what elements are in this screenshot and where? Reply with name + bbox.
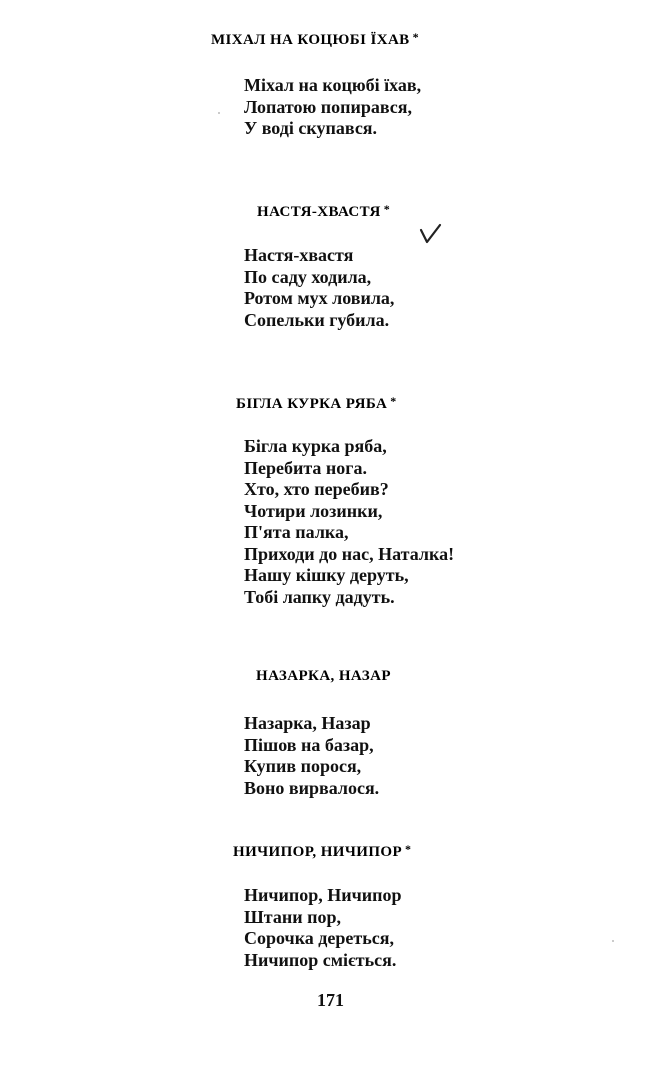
poem-title-text: НИЧИПОР, НИЧИПОР [233,844,403,860]
poem-body [244,713,379,799]
poem-line: У воді скупався. [244,118,378,138]
poem-body [244,436,454,608]
poem-line: Лопатою попирався, [244,96,413,117]
poem-title-text: НАЗАРКА, НАЗАР [256,668,391,684]
scan-speck [218,112,220,114]
footnote-star: * [390,394,397,408]
poem-line: Ничипор, Ничипор [244,885,402,905]
footnote-star: * [412,30,419,44]
poem-line: Перебита нога. [244,457,367,478]
poem-line: Хто, хто перебив? [244,479,389,499]
poem-line: Воно вирвалося. [244,777,380,798]
footnote-star: * [383,202,391,216]
checkmark-icon [418,222,444,246]
poem-title [257,202,390,221]
scan-speck [612,940,614,942]
poem-line: Міхал на коцюбі їхав, [244,75,422,95]
poem-title-text: НАСТЯ-ХВАСТЯ [257,204,381,220]
poem-line: П'ята палка, [244,522,349,542]
poem-line: Купив порося, [244,756,362,776]
footnote-star: * [405,842,412,856]
poem-line: Тобі лапку дадуть. [244,586,395,607]
poem-line: Назарка, Назар [244,713,371,733]
poem-title [236,394,397,413]
poem-line: Нашу кішку деруть, [244,565,409,585]
poem-line: Чотири лозинки, [244,500,383,521]
poem-line: Ничипор сміється. [244,949,397,970]
poem-line: По саду ходила, [244,266,372,287]
page-number: 171 [317,990,344,1010]
poem-title-text: МІХАЛ НА КОЦЮБІ ЇХАВ [211,32,410,48]
poem-line: Пішов на базар, [244,734,374,755]
poem-body [244,245,394,331]
poem-line: Приходи до нас, Наталка! [244,543,455,564]
poem-body [244,75,421,140]
poem-line: Штани пор, [244,906,341,927]
poem-line: Бігла курка ряба, [244,436,387,456]
poem-line: Сорочка дереться, [244,928,394,948]
poem-line: Сопельки губила. [244,309,390,330]
poem-line: Ротом мух ловила, [244,288,395,308]
poem-title [233,842,411,861]
poem-line: Настя-хвастя [244,245,354,265]
poem-title [256,668,391,685]
poem-title-text: БІГЛА КУРКА РЯБА [236,396,388,412]
poem-body [244,885,402,971]
poem-title [211,30,419,49]
